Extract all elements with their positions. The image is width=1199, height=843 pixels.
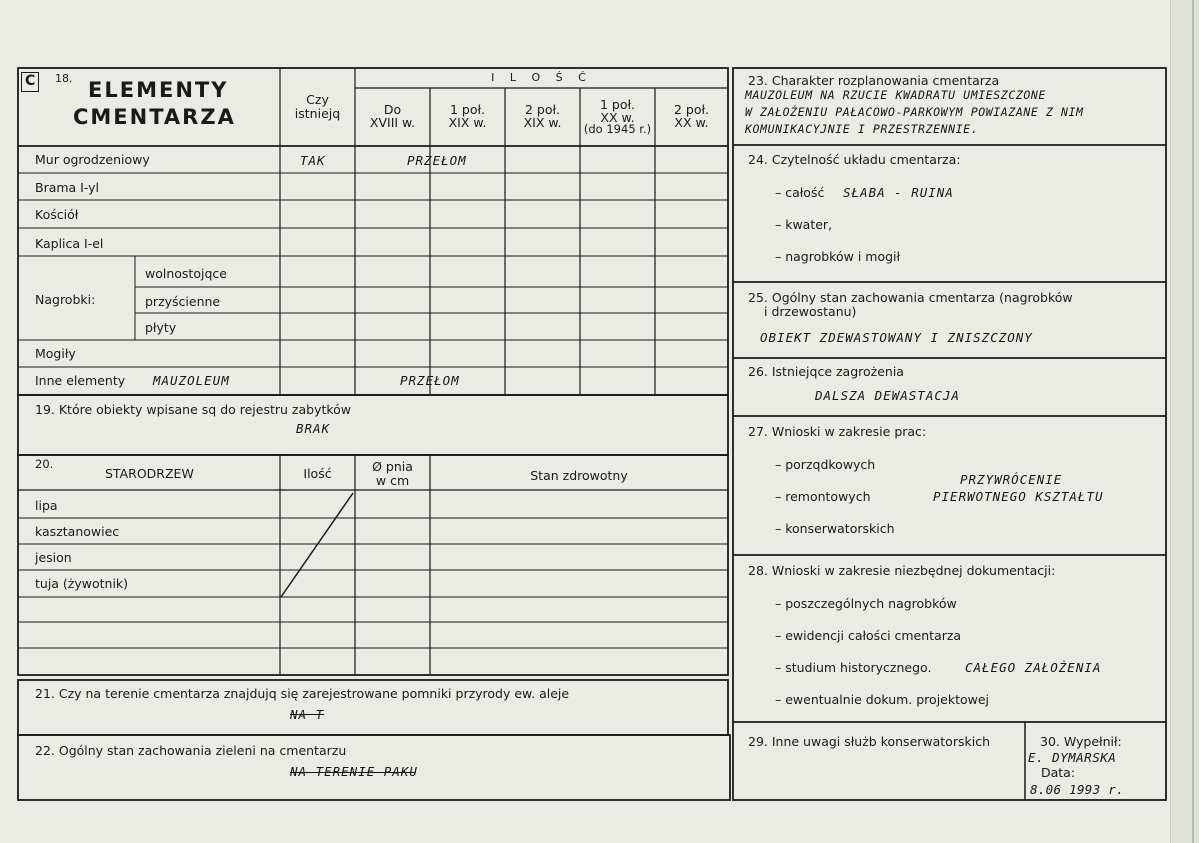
works-conservation: – konserwatorskich <box>775 521 895 536</box>
other-element-period: PRZEŁOM <box>400 373 460 388</box>
works-value-line-1: PRZYWRÓCENIE <box>960 472 1063 487</box>
section-20-number: 20. <box>35 457 54 471</box>
row-chapel: Kaplica I-el <box>35 236 104 251</box>
section-22-strikeout <box>290 772 415 773</box>
trunk-diameter-header-2: w cm <box>375 473 410 488</box>
row-tombstones-freestanding: wolnostojqce <box>145 266 227 281</box>
legibility-tombs: – nagrobków i mogił <box>775 249 901 264</box>
section-25-value: OBIEKT ZDEWASTOWANY I ZNISZCZONY <box>760 330 1033 345</box>
tree-quantity-header: Ilość <box>303 466 332 481</box>
period-col-5-a: 2 poł. <box>673 102 710 117</box>
docs-tombstones: – poszczególnych nagrobków <box>775 596 957 611</box>
section-22-label: 22. Ogólny stan zachowania zieleni na cmentarzu <box>35 743 347 758</box>
section-18-title-line2: CMENTARZA <box>73 105 236 129</box>
filled-by-name: E. DYMARSKA <box>1028 750 1117 765</box>
works-ordering: – porzqdkowych <box>775 457 876 472</box>
row-tombstones-wall: przyścienne <box>145 294 221 309</box>
section-28-label: 28. Wnioski w zakresie niezbędnej dokumentacji: <box>748 563 1056 578</box>
health-state-header: Stan zdrowotny <box>530 468 628 483</box>
works-value-line-2: PIERWOTNEGO KSZTAŁTU <box>933 489 1104 504</box>
trunk-diameter-header-1: Ø pnia <box>372 459 413 474</box>
docs-records: – ewidencji całości cmentarza <box>775 628 962 643</box>
period-col-4-c: (do 1945 r.) <box>583 122 652 136</box>
docs-historical-study: – studium historycznego. <box>775 660 932 675</box>
period-col-3-b: XIX w. <box>523 115 562 130</box>
section-19-value: BRAK <box>296 421 331 436</box>
section-22-value: NA TERENIE PAKU <box>290 764 418 779</box>
period-col-2-a: 1 poł. <box>449 102 486 117</box>
period-col-3-a: 2 poł. <box>524 102 561 117</box>
tree-thuja: tuja (żywotnik) <box>35 576 129 591</box>
card-edge <box>1170 0 1199 843</box>
section-19-label: 19. Które obiekty wpisane sq do rejestru zabytków <box>35 402 352 417</box>
legibility-whole-value: SŁABA - RUINA <box>843 185 954 200</box>
section-23-label: 23. Charakter rozplanowania cmentarza <box>748 73 1000 88</box>
period-col-2-b: XIX w. <box>448 115 487 130</box>
section-21-value: NA T <box>290 707 325 722</box>
exists-header-2: istniejq <box>294 106 341 121</box>
legibility-quarters: – kwater, <box>775 217 833 232</box>
section-29-label: 29. Inne uwagi służb konserwatorskich <box>748 734 990 749</box>
row-wall: Mur ogrodzeniowy <box>35 152 150 167</box>
wall-period-value: PRZEŁOM <box>407 153 467 168</box>
tree-chestnut: kasztanowiec <box>35 524 120 539</box>
tree-ash: jesion <box>35 550 72 565</box>
card-edge-line <box>1192 0 1194 843</box>
wall-exists-value: TAK <box>300 153 326 168</box>
section-20-title: STARODRZEW <box>105 466 194 481</box>
exists-header-1: Czy <box>306 92 329 107</box>
layout-description-line-2: W ZAŁOŻENIU PAŁACOWO-PARKOWYM POWIAZANE Z NIM <box>745 105 1084 119</box>
row-tombstones-slabs: płyty <box>145 320 177 335</box>
row-other-elements: Inne elementy <box>35 373 126 388</box>
fill-date: 8.06 1993 r. <box>1030 782 1124 797</box>
layout-description-line-1: MAUZOLEUM NA RZUCIE KWADRATU UMIESZCZONE <box>745 88 1046 102</box>
docs-historical-study-value: CAŁEGO ZAŁOŻENIA <box>965 660 1102 675</box>
period-col-4-a: 1 poł. <box>599 97 636 112</box>
section-25-label-1: 25. Ogólny stan zachowania cmentarza (nagrobków <box>748 290 1073 305</box>
tree-linden: lipa <box>35 498 58 513</box>
section-24-label: 24. Czytelność układu cmentarza: <box>748 152 961 167</box>
section-25-label-2: i drzewostanu) <box>764 304 857 319</box>
row-gate: Brama I-yl <box>35 180 100 195</box>
works-renovation: – remontowych <box>775 489 871 504</box>
row-church: Kościół <box>35 207 79 222</box>
layout-description-line-3: KOMUNIKACYJNIE I PRZESTRZENNIE. <box>745 122 979 136</box>
period-col-1-b: XVIII w. <box>369 115 416 130</box>
date-label: Data: <box>1041 765 1076 780</box>
section-26-value: DALSZA DEWASTACJA <box>815 388 960 403</box>
section-18-title-line1: ELEMENTY <box>88 78 229 102</box>
quantity-header: I L O Ś Ć <box>491 71 592 84</box>
period-col-4-b: XX w. <box>600 110 635 125</box>
row-tombstones: Nagrobki: <box>35 292 96 307</box>
docs-project: – ewentualnie dokum. projektowej <box>775 692 990 707</box>
section-letter: C <box>25 73 36 89</box>
other-element-name: MAUZOLEUM <box>153 373 230 388</box>
row-graves: Mogiły <box>35 346 76 361</box>
section-18-number: 18. <box>55 72 73 85</box>
period-col-5-b: XX w. <box>674 115 709 130</box>
section-30-label: 30. Wypełnił: <box>1040 734 1122 749</box>
legibility-whole: – całość <box>775 185 825 200</box>
section-26-label: 26. Istniejqce zagrożenia <box>748 364 904 379</box>
period-col-1-a: Do <box>383 102 402 117</box>
section-27-label: 27. Wnioski w zakresie prac: <box>748 424 927 439</box>
section-21-label: 21. Czy na terenie cmentarza znajdujq się zarejestrowane pomniki przyrody ew. aleje <box>35 686 570 701</box>
